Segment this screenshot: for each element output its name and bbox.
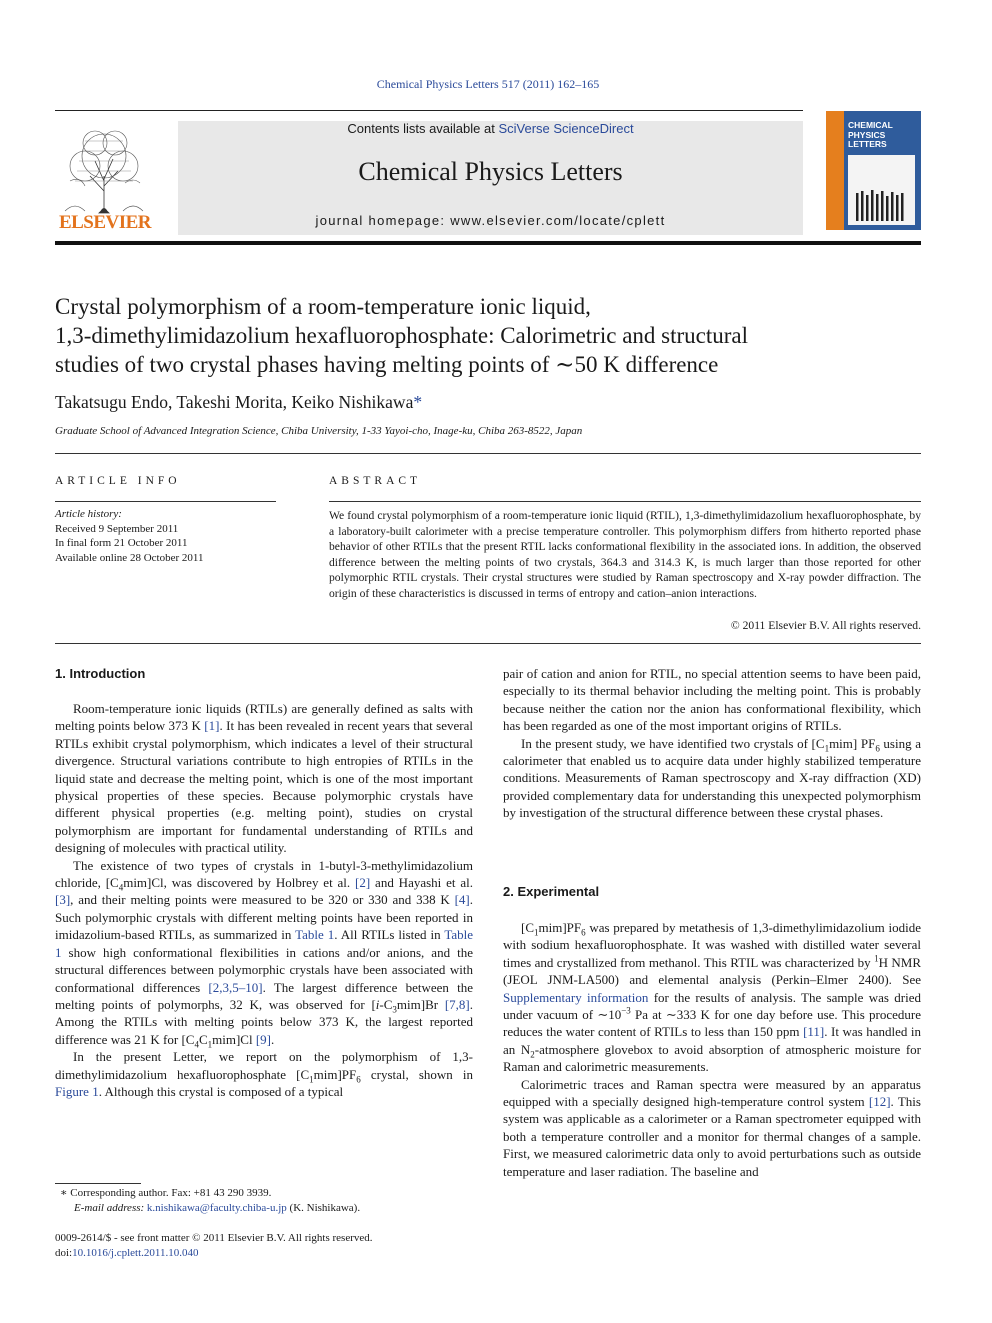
paragraph: pair of cation and anion for RTIL, no special attention seems to have been paid, especially to its thermal behavior including the melting point. This is probably because neither the cation nor the anion has conformational flexibility, which has been regarded as one of the most important origins of RTILs. xyxy=(503,666,921,734)
sciencedirect-link[interactable]: SciVerse ScienceDirect xyxy=(498,121,634,136)
header-thick-rule xyxy=(55,241,921,245)
divider xyxy=(55,453,921,454)
paragraph: $[C_1mim]PF_6$ was prepared by metathesis of 1,3-dimethylimidazolium iodide with sodium hexafluorophosphate. It was washed with distilled water several times and crystallized from methanol. This RTIL was characterized by $^1$H NMR (JEOL JNM-LA500) and elemental analysis (Perkin–Elmer 2400). See Supplementary information for the results of analysis. The sample was dried under vacuum of $\sim 10^{-3}$ Pa at ∼333 K for one day before use. This procedure reduces the water content of RTILs to less than 150 ppm [11]. It was handled in an $N_2$-atmosphere glovebox to avoid absorption of atmospheric moisture for Raman and calorimetric measurements. xyxy=(503,920,922,1075)
citation-link[interactable]: [12] xyxy=(868,1094,891,1110)
citation-link[interactable]: [11] xyxy=(803,1024,825,1040)
experimental-body xyxy=(503,919,921,1180)
divider xyxy=(55,501,276,502)
citation-link[interactable]: [9] xyxy=(255,1031,272,1047)
footnote-rule xyxy=(55,1183,141,1184)
affiliation: Graduate School of Advanced Integration Science, Chiba University, 1-33 Yayoi-cho, Inage-ku, Chiba 263-8522, Japan xyxy=(55,425,583,437)
article-history: Article history: Received 9 September 2011 In final form 21 October 2011 Available online 28 October 2011 xyxy=(55,508,204,564)
introduction-body-continued xyxy=(503,665,921,822)
contents-line: Contents lists available at SciVerse ScienceDirect xyxy=(347,121,634,136)
abstract-text: We found crystal polymorphism of a room-temperature ionic liquid (RTIL), 1,3-dimethylimidazolium hexafluorophosphate, by a laboratory-built calorimeter with a precise temperature controller. This polymorphism differs from hitherto reported phase behavior of other RTILs that the present RTIL lacks conformational flexibility in the associated ions. In addition, the observed difference between the melting points of two crystals, 364.3 and 314.3 K, is much larger than those reported for other polymorphic RTIL crystals. Their crystal structures were studied by Raman spectroscopy and X-ray powder diffraction. The origin of these characteristics is discussed in terms of entropy and cation–anion interactions. xyxy=(329,509,921,600)
table-link[interactable]: Table 1 xyxy=(55,927,473,960)
author-list: Takatsugu Endo, Takeshi Morita, Keiko Nishikawa* xyxy=(55,392,423,412)
figure-link[interactable]: Figure 1 xyxy=(55,1083,99,1099)
citation-link[interactable]: [3] xyxy=(55,892,71,908)
front-matter: 0009-2614/$ - see front matter © 2011 Elsevier B.V. All rights reserved. doi:10.1016/j.cplett.2011.10.040 xyxy=(55,1232,373,1259)
article-title: Crystal polymorphism of a room-temperature ionic liquid, 1,3-dimethylimidazolium hexafluorophosphate: Calorimetric and structural studies of two crystal phases having melting points of ∼50 K difference xyxy=(55,294,749,377)
journal-homepage: journal homepage: www.elsevier.com/locate/cplett xyxy=(315,213,666,228)
header-rule xyxy=(55,110,803,111)
cover-image-icon xyxy=(848,155,915,225)
abstract-heading: ABSTRACT xyxy=(329,475,422,487)
paragraph: In the present study, we have identified two crystals of $[C_1mim]$ $PF_6$ using a calorimeter that enabled us to acquire data under highly stabilized temperature conditions. Measurements of Raman spectroscopy and X-ray diffraction (XD) provided complementary data for understanding this unexpected polymorphism by investigation of the structural difference between these crystal phases. xyxy=(503,735,921,821)
journal-banner xyxy=(178,121,803,235)
email-note: E-mail address: k.nishikawa@faculty.chiba-u.jp (K. Nishikawa). xyxy=(74,1202,361,1214)
table-link[interactable]: Table 1 xyxy=(295,927,335,943)
publisher-wordmark: ELSEVIER xyxy=(58,212,152,233)
email-link[interactable]: k.nishikawa@faculty.chiba-u.jp xyxy=(146,1202,287,1214)
cover-title: CHEMICAL PHYSICS LETTERS xyxy=(848,120,893,149)
citation-link[interactable]: [7,8] xyxy=(444,996,470,1012)
journal-name: Chemical Physics Letters xyxy=(358,157,623,186)
citation-link[interactable]: [2] xyxy=(355,875,371,891)
divider xyxy=(329,501,921,502)
divider xyxy=(55,643,921,644)
section-heading-introduction: 1. Introduction xyxy=(55,666,146,681)
corresponding-author-link[interactable]: * xyxy=(413,392,423,412)
paragraph: In the present Letter, we report on the polymorphism of 1,3-dimethylimidazolium hexafluorophosphate $[C_1mim]PF_6$ crystal, shown in Figure 1. Although this crystal is composed of a typical xyxy=(55,1049,473,1099)
supplementary-link[interactable]: Supplementary information xyxy=(503,989,649,1005)
homepage-link[interactable]: www.elsevier.com/locate/cplett xyxy=(450,213,666,228)
abstract-copyright: © 2011 Elsevier B.V. All rights reserved. xyxy=(730,619,921,632)
corresponding-author-note: ∗ Corresponding author. Fax: +81 43 290 3939. xyxy=(60,1187,272,1199)
citation-link[interactable]: [2,3,5–10] xyxy=(208,979,263,995)
article-info-heading: ARTICLE INFO xyxy=(55,475,181,487)
paragraph: The existence of two types of crystals in 1-butyl-3-methylimidazolium chloride, $[C_4mim]Cl$, was discovered by Holbrey et al. [2] and Hayashi et al. [3], and their melting points were measured to be 320 or 330 and 338 K [4]. Such polymorphic crystals with different melting points have been reported in imidazolium-based RTILs, as summarized in Table 1. All RTILs listed in Table 1 show high conformational flexibilities in cations and/or anions, and the structural differences between polymorphic crystals have been associated with conformational differences [2,3,5–10]. The largest difference between the melting points of polymorphs, 32 K, was observed for $[i-C_3mim]Br$ [7,8]. Among the RTILs with melting points below 373 K, the largest reported difference was 21 K for $[C_4C_1mim]Cl$ [9]. xyxy=(55,857,474,1050)
introduction-body xyxy=(55,700,473,1100)
paragraph: Calorimetric traces and Raman spectra were measured by an apparatus equipped with a specially designed high-temperature control system [12]. This system was applicable as a calorimeter or a Raman spectrometer equipped with both a temperature controller and a monitor for thermal changes of a sample. First, we measured calorimetric data only to avoid perturbations such as outside temperature and laser radiation. The baseline and xyxy=(503,1076,921,1179)
cover-strip xyxy=(826,111,844,230)
citation-link[interactable]: [4] xyxy=(454,892,470,908)
doi-link[interactable]: 10.1016/j.cplett.2011.10.040 xyxy=(72,1246,199,1259)
section-heading-experimental: 2. Experimental xyxy=(503,884,600,899)
journal-cover xyxy=(826,111,921,230)
paragraph: Room-temperature ionic liquids (RTILs) are generally defined as salts with melting points below 373 K [1]. It has been revealed in recent years that several RTILs exhibit crystal polymorphism, which indicates a level of their structural divergence. Structural variations contribute to high entropies of RTILs in the liquid state and decrease the melting point, which is one of the most important physical properties of these species. Because polymorphic crystals have different physical properties (e.g. melting point), studies on crystal polymorphism are important for fundamental understanding of RTILs and designing of molecules with practical utility. xyxy=(55,701,473,856)
journal-reference[interactable]: Chemical Physics Letters 517 (2011) 162–165 xyxy=(376,77,600,91)
citation-link[interactable]: [1] xyxy=(204,718,220,734)
